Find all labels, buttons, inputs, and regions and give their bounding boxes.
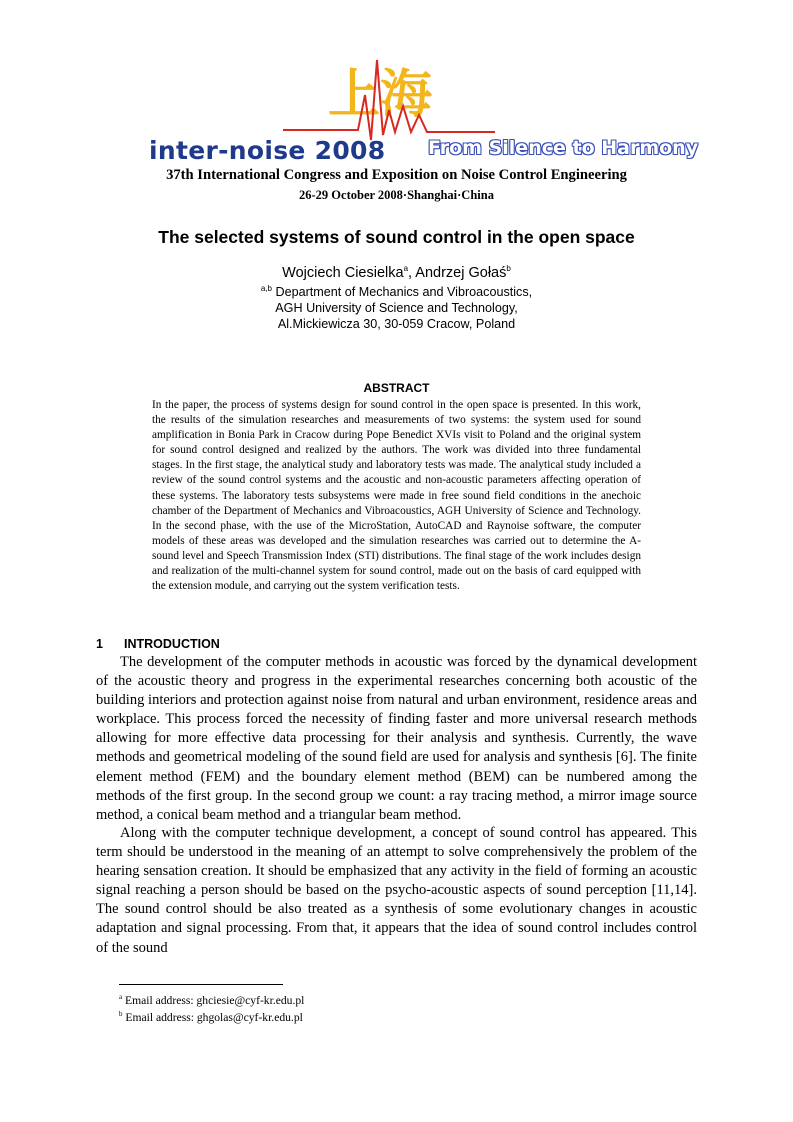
abstract-text: In the paper, the process of systems design for sound control in the open space is presented. In this work, the results of the simulation researches and measurements of two systems: the system used for sound amplification in Bonia Park in Cracow during Pope Benedict XVIs visit to Poland and the original system for sound control designed and realized by the authors. The work was divided into three fundamental stages. In the first stage, the analytical study and laboratory tests was made. The analytical study included a review of the sound control systems and the acoustic and non-acoustic parameters affecting operation of these systems. The laboratory tests subsystems were made in free sound field conditions in the anechoic chamber of the Department of Mechanics and Vibroacoustics, AGH University of Science and Technology. In the second phase, with the use of the MicroStation, AutoCAD and Raynoise software, the computer models of these areas was developed and the simulation researches was carried out to determine the A-sound level and Speech Transmission Index (STI) distributions. The final stage of the work includes design and realization of the multi-channel system for sound control, made out on the basis of card equipped with the extension module, and carrying out the system verification tests. [152,399,641,593]
footnote-text: Email address: ghgolas@cyf-kr.edu.pl [122,1011,303,1024]
logo-wordmark: inter-noise 2008 [149,136,386,165]
body-paragraph: The development of the computer methods in acoustic was forced by the dynamical development of the acoustic theory and progress in the experimental researches concerning both acoustic of the building interiors and protection against noise from natural and urban environment, residence areas and workplace. This process forced the necessity of finding faster and more universal research methods allowing for more effective data processing for their analysis and synthesis. Currently, the wave methods and geometrical modeling of the sound field are used for analysis and synthesis [6]. The finite element method (FEM) and the boundary element method (BEM) can be numbered among the methods of the first group. In the second group we count: a ray tracing method, a mirror image source method, a conical beam method and a triangular beam method. [96,654,697,823]
authors-line [0,265,793,281]
body-paragraph: Along with the computer technique development, a concept of sound control has appeared. This term should be understood in the meaning of an attempt to solve comprehensively the problem of the hearing sensation creation. It should be emphasized that any activity in the field of forming an acoustic signal reaching a person should be based on the psycho-acoustic aspects of sound perception [11,14]. The sound control should be also treated as a synthesis of some evolutionary changes in acoustic adaptation and signal processing. From that, it appears that the idea of sound control includes control of the sound [96,825,697,956]
footnote-divider [119,984,283,985]
affiliation-line: AGH University of Science and Technology, [275,301,518,315]
conference-logo [145,40,699,168]
conference-title: 37th International Congress and Exposition on Noise Control Engineering [166,167,627,183]
affiliation-marks: a,b [260,283,272,293]
author-name: Andrzej Gołaś [415,265,507,281]
logo-chinese-text: 上海 [328,65,433,125]
logo-slogan: From Silence to Harmony [428,137,699,159]
author-separator: , [408,265,416,281]
footnote [119,1011,303,1024]
affiliation-line: Al.Mickiewicza 30, 30-059 Cracow, Poland [277,317,516,331]
affiliation-line [0,285,793,299]
footnote [119,994,304,1007]
footnote-mark: a [119,993,123,1002]
section-title: INTRODUCTION [124,637,220,651]
section-number: 1 [96,637,103,651]
footnote-mark: b [119,1010,123,1019]
author-mark: b [506,264,511,274]
conference-date-place: 26-29 October 2008·Shanghai·China [299,188,494,202]
paper-title: The selected systems of sound control in the open space [158,227,635,247]
abstract-heading: ABSTRACT [363,381,430,395]
affiliation-text: Department of Mechanics and Vibroacoustics, [271,285,533,299]
author-name: Wojciech Ciesielka [282,265,404,281]
footnote-text: Email address: ghciesie@cyf-kr.edu.pl [122,994,305,1007]
author-mark: a [403,264,409,274]
